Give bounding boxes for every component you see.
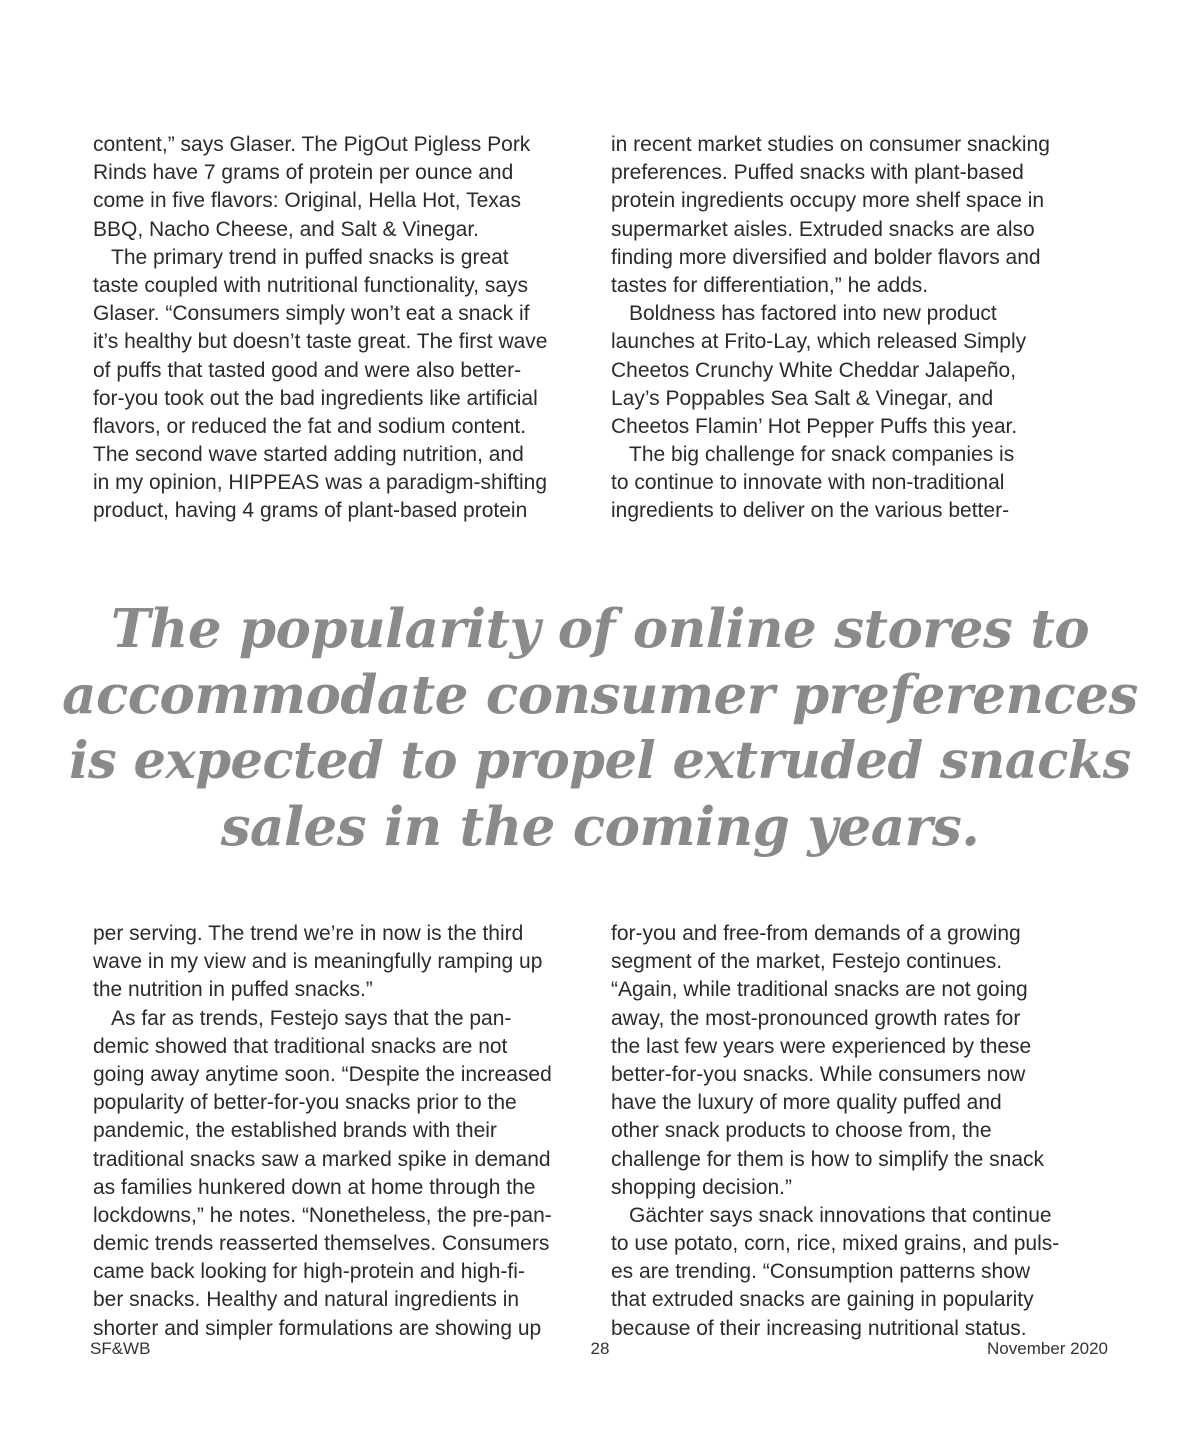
body-text-line: demic showed that traditional snacks are not <box>93 1034 508 1058</box>
body-text-line: to continue to innovate with non-traditional <box>611 471 1005 495</box>
body-text-line: ber snacks. Healthy and natural ingredients in <box>93 1288 520 1312</box>
footer-issue-date: November 2020 <box>987 1339 1108 1358</box>
body-text-line: Boldness has factored into new product <box>629 302 997 326</box>
body-text-line: to use potato, corn, rice, mixed grains, and puls- <box>611 1232 1060 1256</box>
pull-quote <box>60 596 1140 860</box>
body-text-line: preferences. Puffed snacks with plant-based <box>611 161 1024 185</box>
body-text-line: tastes for differentiation,” he adds. <box>611 273 929 297</box>
body-text-line: Rinds have 7 grams of protein per ounce and <box>93 161 514 185</box>
body-text-line: popularity of better-for-you snacks prior to the <box>93 1091 517 1115</box>
body-text-line: because of their increasing nutritional status. <box>611 1316 1027 1340</box>
body-text-line: it’s healthy but doesn’t taste great. The first wave <box>93 330 548 354</box>
body-text-line: the nutrition in puffed snacks.” <box>93 978 373 1002</box>
body-text-line: for-you took out the bad ingredients like artificial <box>93 386 538 410</box>
body-text-line: shopping decision.” <box>611 1175 792 1199</box>
body-text-line: The second wave started adding nutrition, and <box>93 443 524 467</box>
body-text-line: in my opinion, HIPPEAS was a paradigm-shifting <box>93 471 548 495</box>
body-text-line: per serving. The trend we’re in now is the third <box>93 922 524 945</box>
body-text-line: for-you and free-from demands of a growing <box>611 922 1021 945</box>
body-text-line: Cheetos Flamin’ Hot Pepper Puffs this year. <box>611 414 1018 438</box>
body-text-line: As far as trends, Festejo says that the pan- <box>111 1006 512 1030</box>
body-text-line: shorter and simpler formulations are showing up <box>93 1316 542 1340</box>
body-text-line: wave in my view and is meaningfully ramping up <box>93 950 543 974</box>
body-text-line: launches at Frito-Lay, which released Simply <box>611 330 1027 354</box>
body-text-line: taste coupled with nutritional functionality, says <box>93 273 529 297</box>
body-text-line: protein ingredients occupy more shelf space in <box>611 189 1045 213</box>
article-column-bottom-right <box>611 920 1111 1343</box>
body-text-line: have the luxury of more quality puffed and <box>611 1091 1002 1115</box>
body-text-line: in recent market studies on consumer snacking <box>611 133 1050 156</box>
body-text-line: demic trends reasserted themselves. Consumers <box>93 1232 550 1256</box>
body-text-line: finding more diversified and bolder flavors and <box>611 245 1041 269</box>
pull-quote-line: accommodate consumer preferences <box>62 664 1138 726</box>
body-text-line: segment of the market, Festejo continues. <box>611 950 1003 974</box>
body-text-line: that extruded snacks are gaining in popularity <box>611 1288 1034 1312</box>
article-column-top-left <box>93 131 593 526</box>
body-text-line: es are trending. “Consumption patterns show <box>611 1260 1031 1284</box>
body-text-line: Lay’s Poppables Sea Salt & Vinegar, and <box>611 386 994 410</box>
body-text-line: Cheetos Crunchy White Cheddar Jalapeño, <box>611 358 1017 382</box>
pull-quote-line: is expected to propel extruded snacks <box>69 731 1131 791</box>
body-text-line: lockdowns,” he notes. “Nonetheless, the pre-pan- <box>93 1203 552 1227</box>
body-text-line: ingredients to deliver on the various better- <box>611 499 1010 523</box>
body-text-line: other snack products to choose from, the <box>611 1119 992 1143</box>
footer-publication: SF&WB <box>90 1339 151 1358</box>
body-text-line: traditional snacks saw a marked spike in demand <box>93 1147 551 1171</box>
body-text-line: pandemic, the established brands with their <box>93 1119 497 1143</box>
body-text-line: as families hunkered down at home through the <box>93 1175 536 1199</box>
body-text-line: product, having 4 grams of plant-based protein <box>93 499 528 523</box>
body-text-line: away, the most-pronounced growth rates for <box>611 1006 1021 1030</box>
body-text-line: flavors, or reduced the fat and sodium content. <box>93 414 527 438</box>
body-text-line: Gächter says snack innovations that continue <box>629 1203 1052 1227</box>
article-column-top-right <box>611 131 1111 526</box>
body-text-line: came back looking for high-protein and high-fi- <box>93 1260 525 1284</box>
footer-page-number: 28 <box>590 1339 610 1358</box>
body-text-line: better-for-you snacks. While consumers now <box>611 1062 1026 1086</box>
body-text-line: BBQ, Nacho Cheese, and Salt & Vinegar. <box>93 217 480 241</box>
body-text-line: The primary trend in puffed snacks is great <box>111 245 509 269</box>
body-text-line: “Again, while traditional snacks are not going <box>611 978 1028 1002</box>
body-text-line: supermarket aisles. Extruded snacks are also <box>611 217 1035 241</box>
body-text-line: come in five flavors: Original, Hella Hot, Texas <box>93 189 521 213</box>
body-text-line: Glaser. “Consumers simply won’t eat a snack if <box>93 302 530 326</box>
body-text-line: going away anytime soon. “Despite the increased <box>93 1062 552 1086</box>
pull-quote-line: The popularity of online stores to <box>110 598 1090 660</box>
body-text-line: of puffs that tasted good and were also better- <box>93 358 522 382</box>
body-text-line: challenge for them is how to simplify the snack <box>611 1147 1045 1171</box>
body-text-line: the last few years were experienced by these <box>611 1034 1032 1058</box>
article-column-bottom-left <box>93 920 593 1343</box>
body-text-line: content,” says Glaser. The PigOut Pigless Pork <box>93 133 531 156</box>
body-text-line: The big challenge for snack companies is <box>629 443 1015 467</box>
pull-quote-line: sales in the coming years. <box>220 796 980 858</box>
